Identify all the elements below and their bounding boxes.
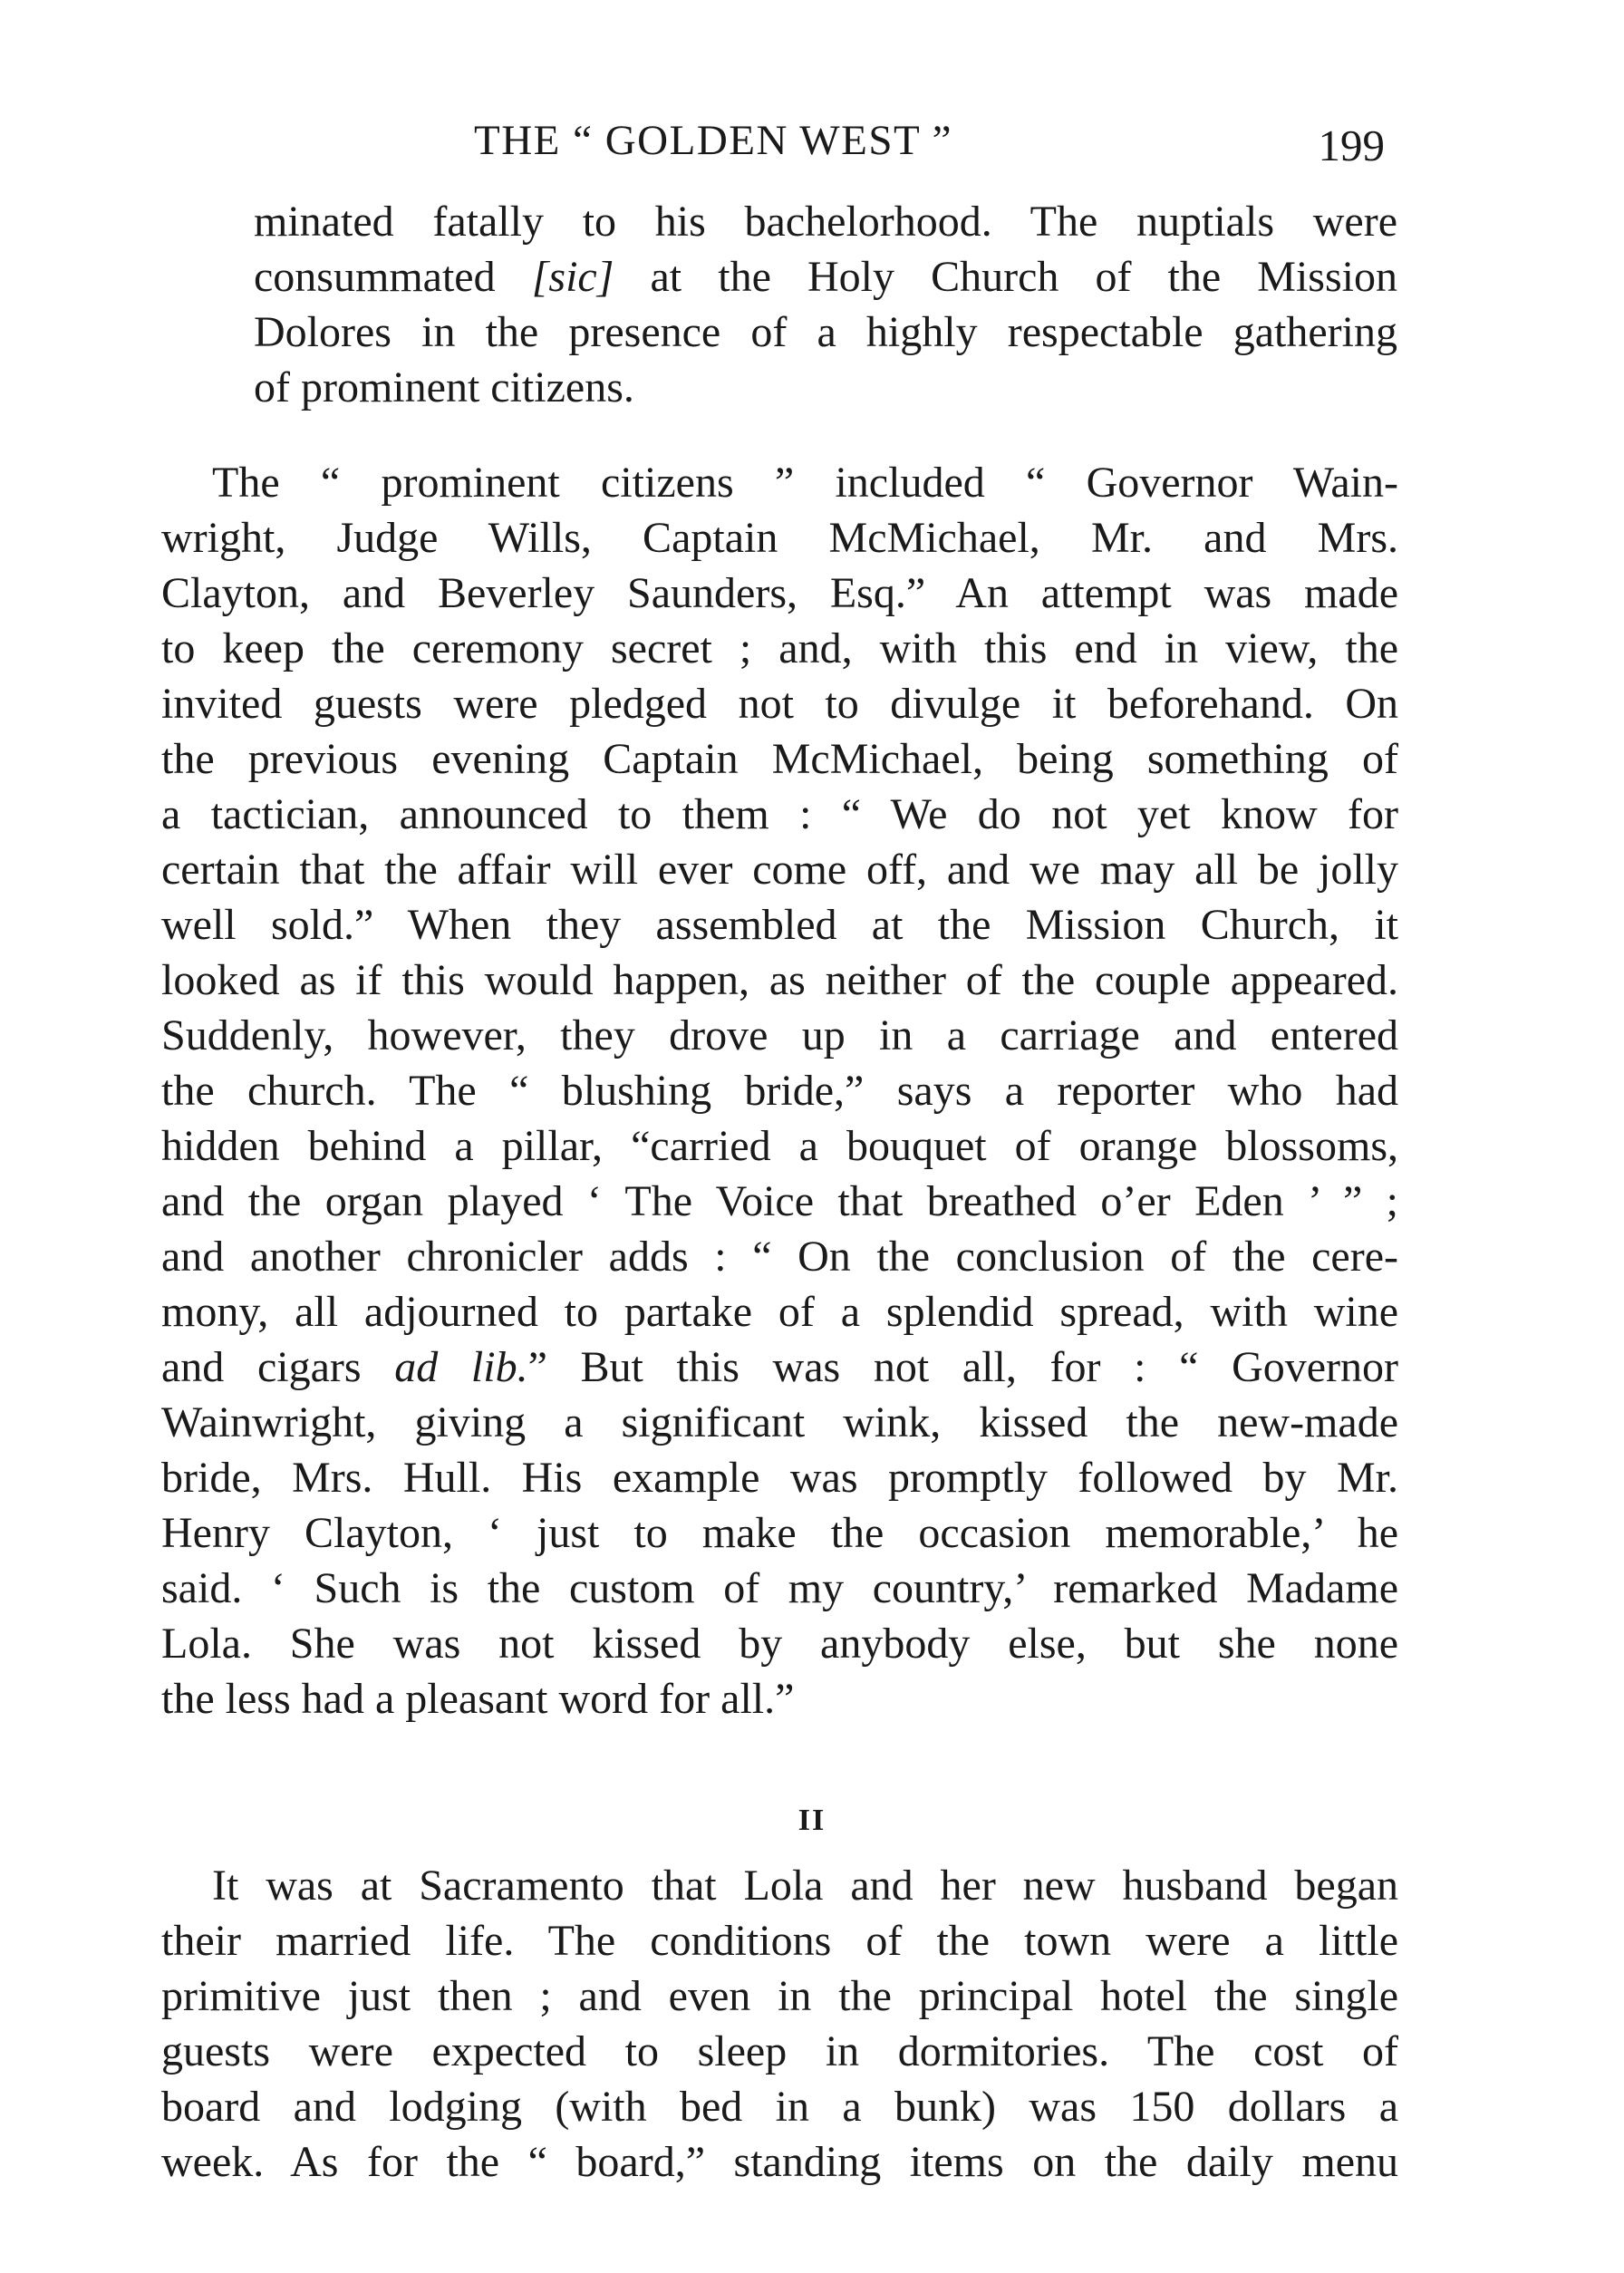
paragraph-line: invited guests were pledged not to divulge it beforehand. On bbox=[161, 680, 1398, 728]
paragraph-line: Clayton, and Beverley Saunders, Esq.” An attempt was made bbox=[161, 569, 1398, 617]
paragraph-line: their married life. The conditions of the town were a little bbox=[161, 1917, 1398, 1965]
paragraph-line: wright, Judge Wills, Captain McMichael, Mr. and Mrs. bbox=[161, 514, 1398, 562]
paragraph-line: week. As for the “ board,” standing items on the daily menu bbox=[161, 2138, 1398, 2186]
block-quote bbox=[254, 194, 1397, 415]
paragraph-line: bride, Mrs. Hull. His example was promptly followed by Mr. bbox=[161, 1454, 1398, 1502]
quote-line: minated fatally to his bachelorhood. The nuptials were bbox=[254, 198, 1397, 246]
paragraph-line: Lola. She was not kissed by anybody else, but she none bbox=[161, 1620, 1398, 1668]
italic-term: [sic] bbox=[531, 253, 614, 301]
page-number: 199 bbox=[1318, 121, 1385, 170]
paragraph-line: The “ prominent citizens ” included “ Governor Wain- bbox=[212, 459, 1398, 507]
paragraph-line: well sold.” When they assembled at the Mission Church, it bbox=[161, 901, 1398, 949]
running-title: THE “ GOLDEN WEST ” bbox=[474, 117, 952, 164]
paragraph-line: and the organ played ‘ The Voice that breathed o’er Eden ’ ” ; bbox=[161, 1177, 1398, 1225]
paragraph-line: the church. The “ blushing bride,” says a reporter who had bbox=[161, 1067, 1398, 1115]
paragraph-2 bbox=[161, 1858, 1398, 2190]
paragraph-line: and cigars ad lib.” But this was not all, for : “ Governor bbox=[161, 1343, 1399, 1391]
paragraph-line: Suddenly, however, they drove up in a carriage and entered bbox=[161, 1011, 1398, 1059]
italic-term: ad lib. bbox=[394, 1343, 528, 1391]
paragraph-line: and another chronicler adds : “ On the conclusion of the cere- bbox=[161, 1233, 1398, 1281]
paragraph-line: a tactician, announced to them : “ We do not yet know for bbox=[161, 790, 1398, 838]
paragraph-line: the less had a pleasant word for all.” bbox=[161, 1675, 795, 1723]
paragraph-line: Wainwright, giving a significant wink, kissed the new-made bbox=[161, 1398, 1398, 1446]
paragraph-line: mony, all adjourned to partake of a splendid spread, with wine bbox=[161, 1288, 1398, 1336]
paragraph-line: looked as if this would happen, as neither of the couple appeared. bbox=[161, 956, 1398, 1004]
paragraph-line: It was at Sacramento that Lola and her new husband began bbox=[212, 1862, 1398, 1910]
paragraph-line: said. ‘ Such is the custom of my country,’ remarked Madame bbox=[161, 1564, 1398, 1612]
quote-line: Dolores in the presence of a highly respectable gathering bbox=[254, 308, 1397, 356]
paragraph-line: primitive just then ; and even in the principal hotel the single bbox=[161, 1972, 1398, 2020]
quote-line: consummated [sic] at the Holy Church of the Mission bbox=[254, 253, 1397, 301]
running-head bbox=[207, 116, 1385, 179]
paragraph-line: guests were expected to sleep in dormitories. The cost of bbox=[161, 2027, 1398, 2075]
paragraph-line: hidden behind a pillar, “carried a bouquet of orange blossoms, bbox=[161, 1122, 1398, 1170]
paragraph-line: certain that the affair will ever come off, and we may all be jolly bbox=[161, 846, 1398, 894]
paragraph-1 bbox=[161, 455, 1398, 1727]
paragraph-line: the previous evening Captain McMichael, being something of bbox=[161, 735, 1398, 783]
quote-line: of prominent citizens. bbox=[254, 363, 634, 411]
paragraph-line: to keep the ceremony secret ; and, with this end in view, the bbox=[161, 624, 1398, 672]
section-number: II bbox=[798, 1804, 826, 1837]
paragraph-line: Henry Clayton, ‘ just to make the occasion memorable,’ he bbox=[161, 1509, 1398, 1557]
paragraph-line: board and lodging (with bed in a bunk) was 150 dollars a bbox=[161, 2083, 1398, 2131]
